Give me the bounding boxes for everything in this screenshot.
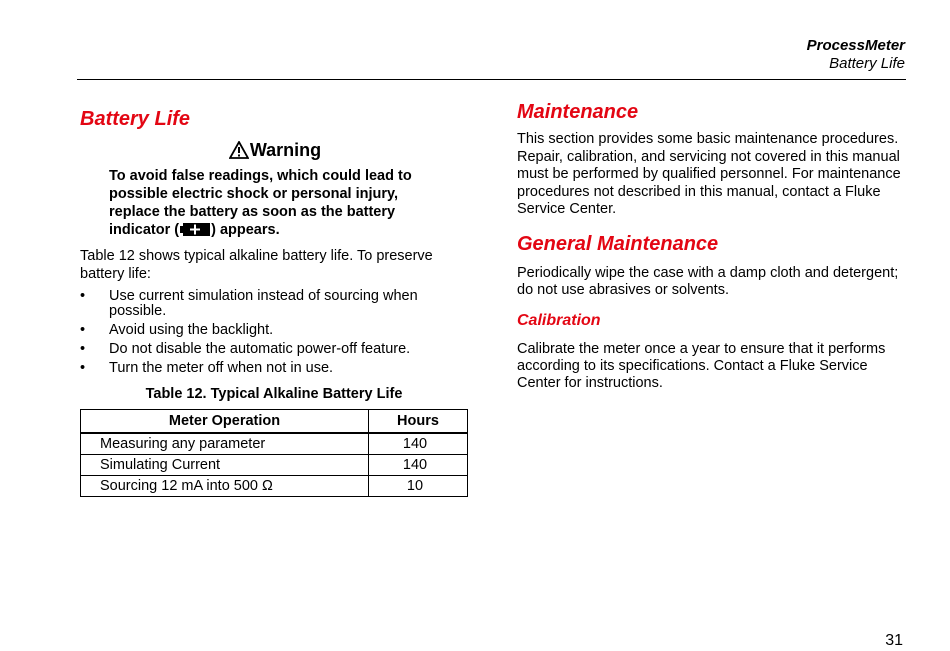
page-number: 31 [885, 632, 903, 649]
table-row [81, 433, 468, 455]
header-product: ProcessMeter [806, 37, 905, 54]
warning-title [80, 139, 470, 161]
cell-hours: 10 [369, 476, 468, 497]
battery-life-heading: Battery Life [80, 108, 191, 130]
battery-indicator-icon [180, 223, 210, 241]
bullet-marker: • [80, 288, 86, 304]
table-row [81, 455, 468, 476]
list-item-text: Turn the meter off when not in use. [109, 360, 334, 376]
cell-hours: 140 [369, 455, 468, 476]
cell-operation: Sourcing 12 mA into 500 Ω [81, 476, 369, 497]
general-maintenance-text: Periodically wipe the case with a damp cloth and detergent; do not use abrasives or solvents. [517, 264, 899, 298]
header-rule [77, 79, 906, 80]
list-item-text: Use current simulation instead of sourcing when possible. [109, 288, 418, 319]
battery-intro: Table 12 shows typical alkaline battery life. To preserve battery life: [80, 248, 433, 282]
warning-text-part2: ) appears. [211, 222, 280, 238]
calibration-heading: Calibration [517, 311, 601, 329]
table-caption: Table 12. Typical Alkaline Battery Life [145, 386, 403, 402]
cell-operation: Simulating Current [81, 455, 369, 476]
cell-operation: Measuring any parameter [81, 433, 369, 455]
list-item-text: Avoid using the backlight. [109, 322, 274, 338]
battery-tips-list [80, 289, 470, 376]
header-section: Battery Life [829, 55, 905, 72]
battery-life-table [80, 409, 468, 497]
bullet-marker: • [80, 322, 86, 338]
warning-triangle-icon [229, 141, 249, 159]
running-header [807, 37, 905, 73]
calibration-text: Calibrate the meter once a year to ensure that it performs according to its specifications. Contact a Fluke Service Center for instructions. [517, 340, 886, 391]
table-header-row [81, 410, 468, 434]
general-maintenance-heading: General Maintenance [517, 232, 719, 255]
list-item [80, 361, 470, 376]
bullet-marker: • [80, 360, 86, 376]
list-item-text: Do not disable the automatic power-off feature. [109, 341, 411, 357]
column-header-hours: Hours [369, 410, 468, 434]
table-row [81, 476, 468, 497]
column-header-operation: Meter Operation [81, 410, 369, 434]
maintenance-text: This section provides some basic maintenance procedures. Repair, calibration, and servicing not covered in this manual must be performed by qualified personnel. For maintenance procedures not described in this manual, contact a Fluke Service Center. [517, 131, 901, 217]
list-item [80, 342, 470, 357]
list-item [80, 289, 470, 319]
bullet-marker: • [80, 341, 86, 357]
cell-hours: 140 [369, 433, 468, 455]
list-item [80, 323, 470, 338]
warning-text [109, 167, 439, 241]
warning-text-part1: To avoid false readings, which could lead to possible electric shock or personal injury, replace the battery as soon as the battery indicator ( [109, 168, 412, 238]
right-column [517, 99, 912, 392]
maintenance-heading: Maintenance [517, 101, 639, 123]
left-column [80, 106, 470, 497]
warning-title-text: Warning [249, 140, 322, 160]
